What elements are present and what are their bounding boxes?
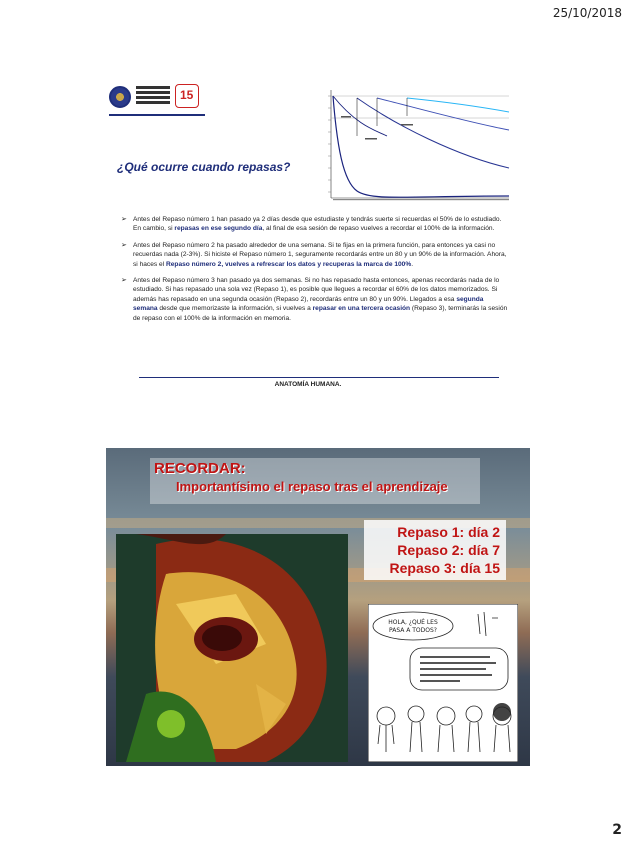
slide2-subtitle: Importantísimo el repaso tras el aprendizaje [176, 479, 448, 494]
header-logos [109, 84, 199, 112]
svg-text:HOLA, ¿QUÉ LES: HOLA, ¿QUÉ LES [388, 619, 438, 626]
face-painting-image [116, 534, 348, 762]
bullet-text: Antes del Repaso número 2 ha pasado alrededor de una semana. Si te fijas en la primera función, para entonces ya casi no recuerdas nada (2-3%). Si hiciste el Repaso número 1, seguramente recordarás entre un 80 y un 90% de la información. Ahora, si haces el [133, 241, 507, 268]
slide-1 [103, 80, 513, 395]
bullet-text: desde que memorizaste la información, si vuelves a [157, 305, 313, 313]
page-number: 2 [612, 822, 622, 838]
slide2-title: RECORDAR: [154, 460, 246, 477]
repaso-2-label: Repaso 2: día 7 [397, 542, 500, 558]
bullet-text: , al final de esa sesión de repaso vuelves a recordar el 100% de la información. [262, 225, 495, 233]
bullet-highlight: Repaso número 2, vuelves a refrescar los datos y recuperas la marca de 100% [166, 260, 412, 268]
repaso-1-label: Repaso 1: día 2 [397, 524, 500, 540]
bullet-repaso-2 [121, 241, 509, 269]
svg-text:PASA A TODOS?: PASA A TODOS? [388, 627, 438, 634]
slide-2 [106, 448, 530, 766]
bullet-text: (Repaso 3), terminarás la sesión de repaso con el 100% de la información en memoria. [133, 305, 508, 322]
repaso-3-label: Repaso 3: día 15 [389, 560, 500, 576]
bullet-text: Antes del Repaso número 1 han pasado ya 2 días desde que estudiaste y tendrás suerte si recuerdas el 50% de lo estudiado. En cambio, si [133, 216, 502, 233]
bullet-list [121, 215, 509, 330]
institution-logo-text [136, 86, 170, 106]
page-date: 25/10/2018 [552, 6, 622, 20]
forgetting-curve-chart [317, 86, 513, 204]
slide-footer: ANATOMÍA HUMANA. [274, 381, 342, 388]
bullet-repaso-1 [121, 215, 509, 234]
logo-underline [109, 114, 205, 116]
curve-review-2 [377, 98, 509, 130]
mafalda-comic-image [368, 604, 518, 762]
footer-rule [139, 377, 499, 378]
bullet-text: . [411, 260, 414, 268]
bullet-highlight: repasar en una tercera ocasión [312, 305, 411, 313]
bullet-text: Antes del Repaso número 3 han pasado ya dos semanas. Si no has repasado hasta entonces, apenas recordarás nada de lo estudiado. Si has repasado una sola vez (Repaso 1), es posible que llegues a recordar el 60% de los datos memorizados. Si además has repasado en una segunda ocasión (Repaso 2), recordarás entre un 80 y un 90%. Llegados a esa [133, 277, 500, 303]
bullet-highlight: repasas en ese segundo día [174, 225, 263, 233]
bullet-repaso-3 [121, 276, 509, 323]
bullet-highlight: segunda semana [133, 295, 484, 313]
curve-no-review [333, 96, 509, 197]
university-seal-icon [109, 86, 131, 108]
center-logo-icon: 15 [175, 84, 199, 108]
slide-title: ¿Qué ocurre cuando repasas? [117, 160, 291, 174]
